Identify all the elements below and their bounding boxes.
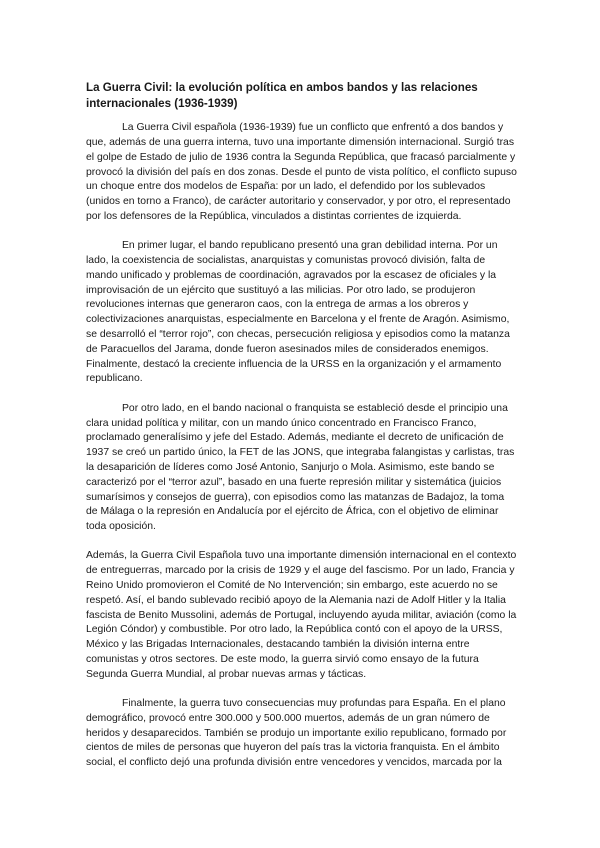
document-title: La Guerra Civil: la evolución política en ambos bandos y las relaciones internacionales (1936-1939) — [86, 81, 478, 110]
paragraph-republican-side: En primer lugar, el bando republicano presentó una gran debilidad interna. Por un lado, la coexistencia de socialistas, anarquistas y comunistas provocó división, falta de mando unificado y problemas de coordinación, agravados por la escasez de oficiales y la improvisación de un ejército que sustituyó a las milicias. Por otro lado, se produjeron revoluciones internas que generaron caos, con la entrega de armas a los obreros y colectivizaciones anarquistas, especialmente en Barcelona y el frente de Aragón. Asimismo, se desarrolló el “terror rojo”, con checas, persecución religiosa y episodios como la matanza de Paracuellos del Jarama, donde fueron asesinados miles de considerados enemigos. Finalmente, destacó la creciente influencia de la URSS en la organización y el armamento republicano. — [86, 240, 510, 385]
paragraph-intro: La Guerra Civil española (1936-1939) fue un conflicto que enfrentó a dos bandos y que, además de una guerra interna, tuvo una importante dimensión internacional. Surgió tras el golpe de Estado de julio de 1936 contra la Segunda República, que fracasó parcialmente y provocó la división del país en dos zonas. Desde el punto de vista político, el conflicto supuso un choque entre dos modelos de España: por un lado, el defendido por los sublevados (unidos en torno a Franco), de carácter autoritario y conservador, y por otro, el representado por los defensores de la República, vinculados a distintas corrientes de izquierda. — [86, 122, 517, 222]
document-page — [86, 80, 518, 786]
paragraph-international-dimension: Además, la Guerra Civil Española tuvo una importante dimensión internacional en el contexto de entreguerras, marcado por la crisis de 1929 y el auge del fascismo. Por un lado, Francia y Reino Unido promovieron el Comité de No Intervención; sin embargo, este acuerdo no se respetó. Así, el bando sublevado recibió apoyo de la Alemania nazi de Adolf Hitler y la Italia fascista de Benito Mussolini, además de Portugal, incluyendo ayuda militar, aviación (como la Legión Cóndor) y combustible. Por otro lado, la República contó con el apoyo de la URSS, México y las Brigadas Internacionales, destacando también la división interna entre comunistas y otros sectores. De este modo, la guerra sirvió como ensayo de la futura Segunda Guerra Mundial, al probar nuevas armas y tácticas. — [86, 550, 517, 680]
paragraph-nationalist-side: Por otro lado, en el bando nacional o franquista se estableció desde el principio una clara unidad política y militar, con un mando único concentrado en Francisco Franco, proclamado generalísimo y jefe del Estado. Además, mediante el decreto de unificación de 1937 se creó un partido único, la FET de las JONS, que integraba falangistas y carlistas, tras la desaparición de líderes como José Antonio, Sanjurjo o Mola. Asimismo, este bando se caracterizó por el “terror azul”, basado en una fuerte represión militar y sistemática (juicios sumarísimos y consejos de guerra), con episodios como las matanzas de Badajoz, la toma de Málaga o la represión en Andalucía por el ejército de África, con el objetivo de eliminar toda oposición. — [86, 402, 515, 533]
paragraph-consequences: Finalmente, la guerra tuvo consecuencias muy profundas para España. En el plano demográfico, provocó entre 300.000 y 500.000 muertos, además de un gran número de heridos y desaparecidos. También se produjo un importante exilio republicano, formado por cientos de miles de personas que huyeron del país tras la victoria franquista. En el ámbito social, el conflicto dejó una profunda división entre vencedores y vencidos, marcada por la — [86, 698, 507, 769]
